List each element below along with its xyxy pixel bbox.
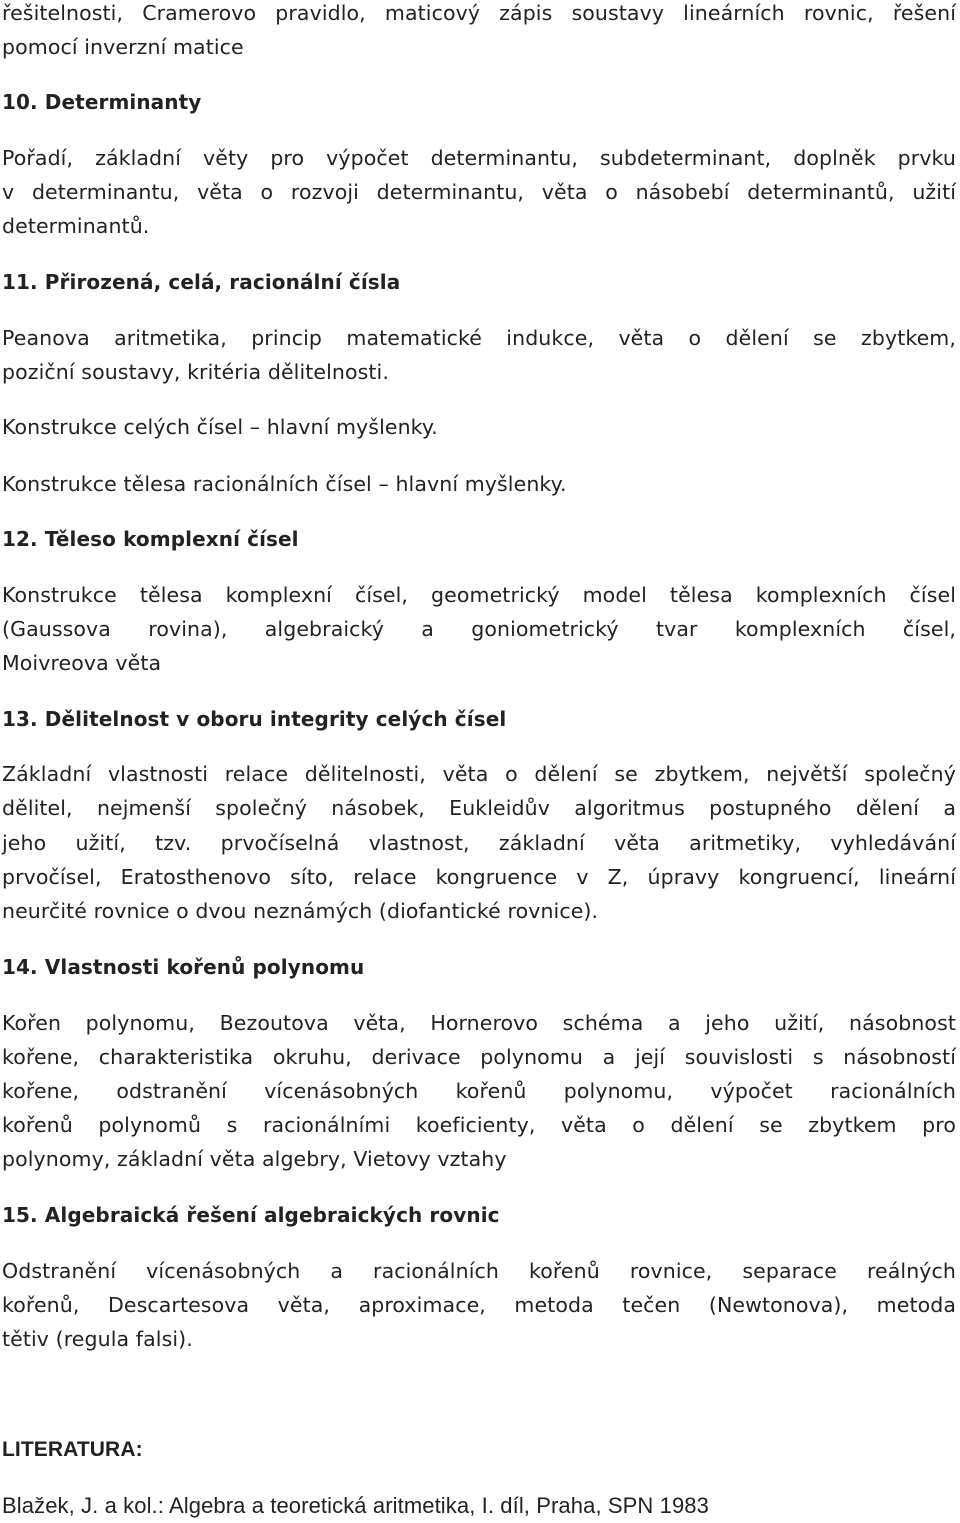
paragraph-line: Konstrukce celých čísel – hlavní myšlenky. xyxy=(2,415,438,439)
paragraph-line: řešitelnosti, Cramerovo pravidlo, maticový zápis soustavy lineárních rovnic, řešení xyxy=(2,1,956,25)
paragraph-line: Moivreova věta xyxy=(2,651,162,675)
paragraph-line: Konstrukce tělesa komplexní čísel, geometrický model tělesa komplexních čísel xyxy=(2,583,956,607)
paragraph-line: neurčité rovnice o dvou neznámých (diofantické rovnice). xyxy=(2,899,599,923)
literature-item: Blažek, J. a kol.: Algebra a teoretická aritmetika, I. díl, Praha, SPN 1983 xyxy=(2,1493,709,1518)
paragraph-line: kořenů, Descartesova věta, aproximace, metoda tečen (Newtonova), metoda xyxy=(2,1293,956,1317)
paragraph-line: pomocí inverzní matice xyxy=(2,35,244,59)
section-heading: 10. Determinanty xyxy=(2,90,202,114)
section-heading: 12. Těleso komplexní čísel xyxy=(2,527,299,551)
paragraph-line: v determinantu, věta o rozvoji determinantu, věta o násobebí determinantů, užití xyxy=(2,180,956,204)
paragraph-line: Odstranění vícenásobných a racionálních kořenů rovnice, separace reálných xyxy=(2,1259,956,1283)
paragraph-line: (Gaussova rovina), algebraický a goniometrický tvar komplexních čísel, xyxy=(2,617,956,641)
paragraph-line: Peanova aritmetika, princip matematické indukce, věta o dělení se zbytkem, xyxy=(2,326,956,350)
paragraph-line: Základní vlastnosti relace dělitelnosti, věta o dělení se zbytkem, největší společný xyxy=(2,762,956,786)
paragraph-line: tětiv (regula falsi). xyxy=(2,1327,193,1351)
section-heading: 11. Přirozená, celá, racionální čísla xyxy=(2,270,401,294)
paragraph-line: kořene, odstranění vícenásobných kořenů polynomu, výpočet racionálních xyxy=(2,1079,956,1103)
paragraph-line: Kořen polynomu, Bezoutova věta, Hornerovo schéma a jeho užití, násobnost xyxy=(2,1011,956,1035)
section-heading: 15. Algebraická řešení algebraických rovnic xyxy=(2,1203,500,1227)
literature-heading: LITERATURA: xyxy=(2,1438,143,1461)
paragraph-line: poziční soustavy, kritéria dělitelnosti. xyxy=(2,360,389,384)
paragraph-line: Pořadí, základní věty pro výpočet determinantu, subdeterminant, doplněk prvku xyxy=(2,146,956,170)
paragraph-line: kořene, charakteristika okruhu, derivace polynomu a její souvislosti s násobností xyxy=(2,1045,956,1069)
paragraph-line: prvočísel, Eratosthenovo síto, relace kongruence v Z, úpravy kongruencí, lineární xyxy=(2,865,956,889)
section-heading: 13. Dělitelnost v oboru integrity celých čísel xyxy=(2,707,507,731)
paragraph-line: determinantů. xyxy=(2,214,150,238)
paragraph-line: dělitel, nejmenší společný násobek, Eukleidův algoritmus postupného dělení a xyxy=(2,796,956,820)
paragraph-line: Konstrukce tělesa racionálních čísel – hlavní myšlenky. xyxy=(2,472,567,496)
paragraph-line: jeho užití, tzv. prvočíselná vlastnost, základní věta aritmetiky, vyhledávání xyxy=(2,831,956,855)
paragraph-line: kořenů polynomů s racionálními koeficienty, věta o dělení se zbytkem pro xyxy=(2,1113,956,1137)
section-heading: 14. Vlastnosti kořenů polynomu xyxy=(2,955,365,979)
paragraph-line: polynomy, základní věta algebry, Vietovy vztahy xyxy=(2,1147,507,1171)
